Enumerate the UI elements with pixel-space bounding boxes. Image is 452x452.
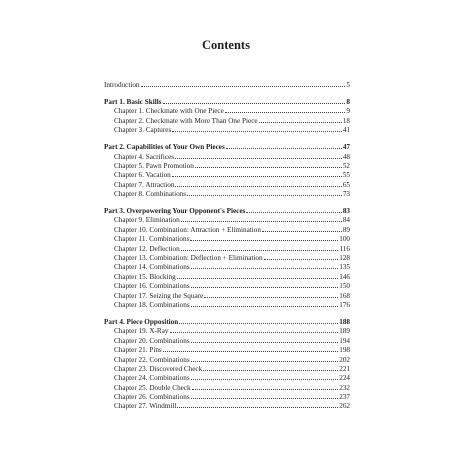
entry-title: Chapter 27. Windmill [114,402,177,411]
entry-title: Chapter 18. Combinations [114,300,190,309]
toc-chapter[interactable] [104,392,350,401]
toc-chapter[interactable] [104,262,350,271]
dot-leader [192,383,339,390]
dot-leader [262,225,342,232]
entry-title: Chapter 16. Combinations [114,282,190,291]
entry-title: Chapter 11. Combinations [114,235,190,244]
entry-title: Chapter 4. Sacrifices [114,152,175,161]
entry-title: Part 2. Capabilities of Your Own Pieces [104,143,225,152]
toc-chapter[interactable] [104,345,350,354]
toc-chapter[interactable] [104,152,350,161]
dot-leader [191,281,339,288]
entry-title: Chapter 5. Pawn Promotion [114,161,194,170]
entry-title: Chapter 23. Discovered Check [114,364,203,373]
toc-chapter[interactable] [104,291,350,300]
entry-page-number: 9 [346,107,350,116]
toc-chapter[interactable] [104,215,350,224]
dot-leader [191,355,339,362]
dot-leader [191,300,339,307]
toc-chapter[interactable] [104,300,350,309]
dot-leader [195,161,342,168]
entry-page-number: 8 [346,97,350,106]
entry-page-number: 84 [342,216,350,225]
dot-leader [190,234,338,241]
dot-leader [259,116,342,123]
entry-page-number: 202 [339,355,350,364]
entry-page-number: 55 [342,171,350,180]
toc-chapter[interactable] [104,161,350,170]
entry-page-number: 150 [339,282,350,291]
dot-leader [181,215,342,222]
toc-chapter[interactable] [104,189,350,198]
entry-page-number: 73 [342,190,350,199]
dot-leader [141,80,346,87]
entry-page-number: 89 [342,225,350,234]
entry-page-number: 198 [339,346,350,355]
dot-leader [181,244,339,251]
dot-leader [191,373,339,380]
entry-title: Chapter 7. Attraction [114,180,175,189]
toc-chapter[interactable] [104,364,350,373]
entry-title: Part 4. Piece Opposition [104,317,179,326]
entry-page-number: 224 [339,374,350,383]
dot-leader [177,401,338,408]
entry-title: Chapter 24. Combinations [114,374,190,383]
toc-chapter[interactable] [104,373,350,382]
section-gap [104,135,350,143]
entry-page-number: 48 [342,152,350,161]
entry-page-number: 232 [339,383,350,392]
dot-leader [175,180,341,187]
entry-title: Part 1. Basic Skills [104,97,162,106]
toc-chapter[interactable] [104,281,350,290]
entry-title: Chapter 2. Checkmate with More Than One Piece [114,116,258,125]
toc-chapter[interactable] [104,170,350,179]
section-gap [104,198,350,206]
entry-page-number: 194 [339,336,350,345]
toc-part-3[interactable] [104,206,350,215]
entry-page-number: 47 [342,143,350,152]
entry-page-number: 135 [339,263,350,272]
dot-leader [172,125,342,132]
toc-part-1[interactable] [104,97,350,106]
entry-title: Chapter 25. Double Check [114,383,191,392]
entry-title: Chapter 1. Checkmate with One Piece [114,107,224,116]
entry-page-number: 168 [339,291,350,300]
toc-chapter[interactable] [104,125,350,134]
dot-leader [170,326,339,333]
toc-chapter[interactable] [104,272,350,281]
toc-chapter[interactable] [104,326,350,335]
page-title: Contents [202,38,250,52]
entry-title: Chapter 6. Vacation [114,171,171,180]
dot-leader [179,317,338,324]
dot-leader [226,142,342,149]
dot-leader [225,106,346,113]
entry-title: Chapter 17. Seizing the Square [114,291,204,300]
toc-entry-introduction[interactable] [104,80,350,89]
entry-title: Chapter 3. Captures [114,126,172,135]
dot-leader [172,170,342,177]
dot-leader [191,392,339,399]
entry-page-number: 18 [342,116,350,125]
entry-page-number: 146 [339,272,350,281]
entry-title: Chapter 12. Deflection [114,244,180,253]
entry-page-number: 237 [339,393,350,402]
entry-title: Chapter 19. X-Ray [114,327,169,336]
section-gap [104,309,350,317]
entry-title: Chapter 13. Combination: Deflection + Elimination [114,254,263,263]
dot-leader [175,152,342,159]
section-gap [104,89,350,97]
entry-title: Chapter 20. Combinations [114,336,190,345]
toc-chapter[interactable] [104,106,350,115]
entry-page-number: 5 [346,81,350,89]
entry-page-number: 176 [339,300,350,309]
toc-chapter[interactable] [104,225,350,234]
entry-page-number: 83 [342,207,350,216]
dot-leader [177,272,339,279]
dot-leader [191,336,339,343]
entry-title: Chapter 10. Combination: Attraction + Elimination [114,225,261,234]
entry-page-number: 188 [339,317,350,326]
entry-title: Chapter 22. Combinations [114,355,190,364]
table-of-contents [104,80,350,411]
entry-title: Chapter 8. Combinations [114,190,187,199]
toc-chapter[interactable] [104,336,350,345]
entry-title: Chapter 9. Elimination [114,216,180,225]
entry-title: Chapter 26. Combinations [114,393,190,402]
entry-page-number: 100 [339,235,350,244]
dot-leader [203,364,338,371]
entry-title: Part 3. Overpowering Your Opponent's Pieces [104,207,246,216]
entry-title: Chapter 14. Combinations [114,263,190,272]
dot-leader [191,262,339,269]
dot-leader [264,253,339,260]
toc-chapter[interactable] [104,401,350,410]
entry-title: Chapter 21. Pins [114,346,162,355]
entry-page-number: 221 [339,364,350,373]
entry-page-number: 41 [342,126,350,135]
dot-leader [163,97,346,104]
entry-page-number: 52 [342,161,350,170]
toc-chapter[interactable] [104,244,350,253]
dot-leader [187,189,342,196]
entry-page-number: 189 [339,327,350,336]
dot-leader [204,291,338,298]
toc-part-2[interactable] [104,142,350,151]
toc-chapter[interactable] [104,180,350,189]
entry-page-number: 128 [339,254,350,263]
entry-page-number: 65 [342,180,350,189]
dot-leader [246,206,341,213]
dot-leader [163,345,339,352]
toc-part-4[interactable] [104,317,350,326]
entry-page-number: 262 [339,402,350,411]
toc-chapter[interactable] [104,116,350,125]
toc-chapter[interactable] [104,234,350,243]
entry-title: Introduction [104,81,140,89]
toc-chapter[interactable] [104,355,350,364]
entry-page-number: 116 [339,244,350,253]
toc-chapter[interactable] [104,383,350,392]
toc-chapter[interactable] [104,253,350,262]
entry-title: Chapter 15. Blocking [114,272,176,281]
